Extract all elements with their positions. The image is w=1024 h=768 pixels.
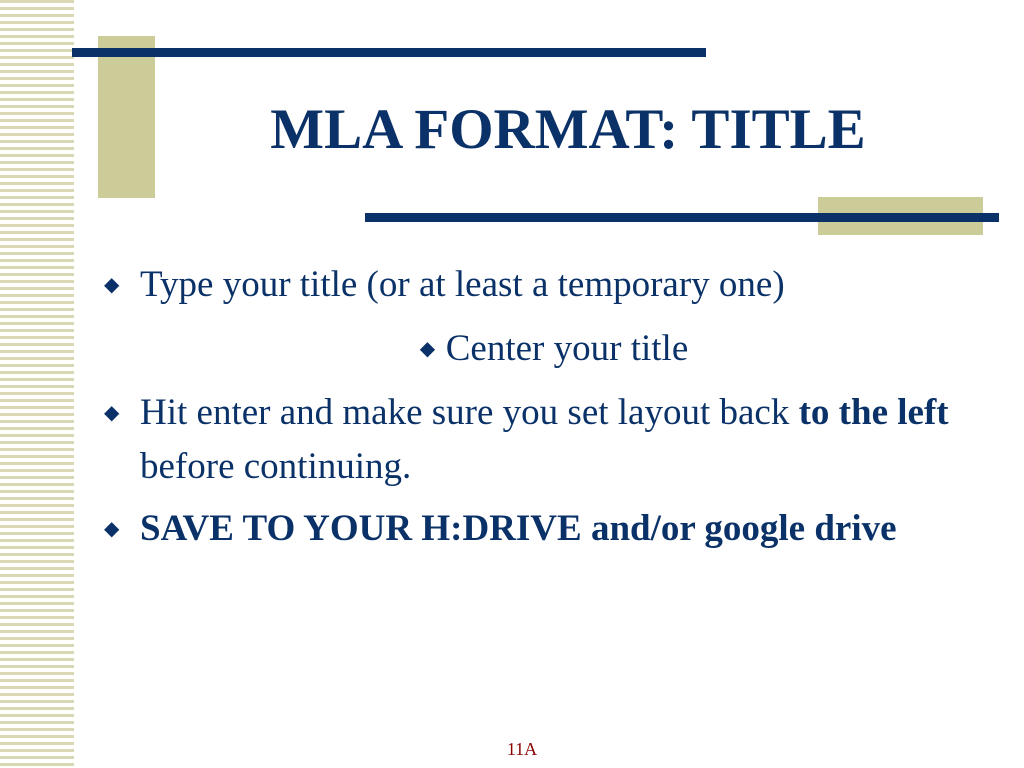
bullet-text: Type your title (or at least a temporary one) bbox=[140, 264, 785, 305]
accent-block-left bbox=[98, 36, 155, 198]
bullet-text-emphasis: to the left bbox=[798, 392, 949, 433]
slide-number: 11A bbox=[506, 739, 538, 759]
diamond-bullet-icon: ◆ bbox=[104, 274, 120, 296]
bullet-text-part: before continuing. bbox=[140, 446, 412, 487]
diamond-bullet-icon: ◆ bbox=[104, 402, 120, 424]
bullet-list bbox=[104, 258, 1004, 556]
bullet-text-part: Hit enter and make sure you set layout back bbox=[140, 392, 799, 433]
bullet-item-center-title bbox=[104, 322, 1004, 386]
bullet-text bbox=[140, 386, 972, 494]
diamond-bullet-icon: ◆ bbox=[104, 518, 120, 540]
bullet-item-hit-enter bbox=[104, 386, 1004, 502]
decorative-stripe-band bbox=[0, 0, 74, 768]
bullet-item-save-drive bbox=[104, 502, 1004, 556]
bullet-text: SAVE TO YOUR H:DRIVE and/or google drive bbox=[140, 508, 897, 549]
title-rule-top bbox=[72, 48, 706, 57]
bullet-inline-group bbox=[420, 322, 689, 376]
bullet-text: Center your title bbox=[445, 328, 689, 369]
slide-title: MLA FORMAT: TITLE bbox=[270, 98, 866, 161]
bullet-item-type-title bbox=[104, 258, 1004, 322]
diamond-bullet-icon: ◆ bbox=[419, 338, 436, 360]
title-rule-bottom bbox=[365, 213, 999, 222]
